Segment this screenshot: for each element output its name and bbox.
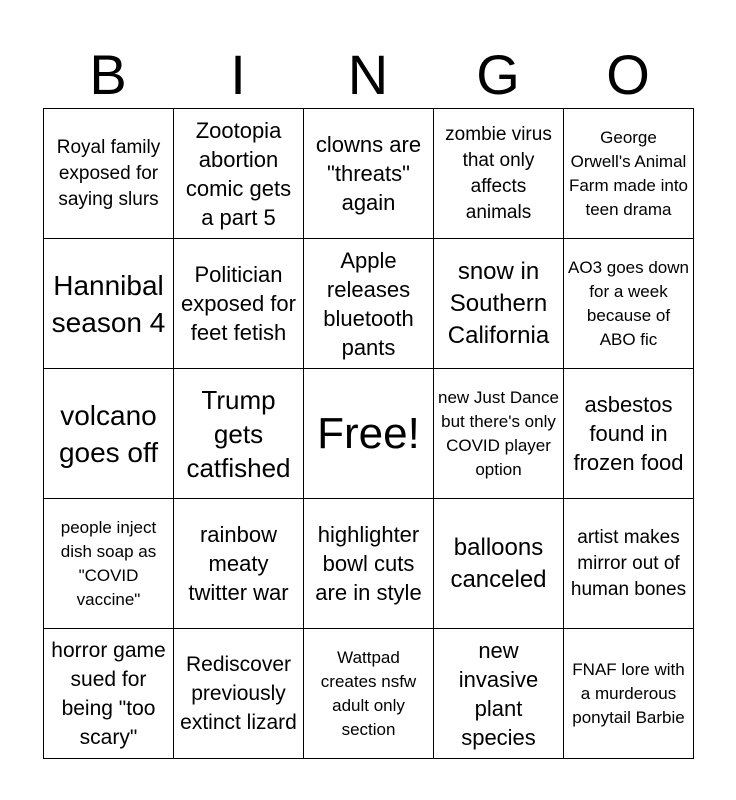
board-row	[44, 239, 694, 369]
bingo-header	[43, 42, 693, 108]
bingo-cell: highlighter bowl cuts are in style	[304, 499, 434, 629]
bingo-cell: Apple releases bluetooth pants	[304, 239, 434, 369]
board-row	[44, 499, 694, 629]
free-space-cell: Free!	[304, 369, 434, 499]
bingo-cell: horror game sued for being "too scary"	[44, 629, 174, 759]
bingo-cell: FNAF lore with a murderous ponytail Barbie	[564, 629, 694, 759]
bingo-cell: George Orwell's Animal Farm made into teen drama	[564, 109, 694, 239]
board-row	[44, 109, 694, 239]
bingo-cell: zombie virus that only affects animals	[434, 109, 564, 239]
bingo-cell: volcano goes off	[44, 369, 174, 499]
bingo-cell: Zootopia abortion comic gets a part 5	[174, 109, 304, 239]
header-letter-i: I	[230, 43, 246, 106]
bingo-cell: balloons canceled	[434, 499, 564, 629]
bingo-cell: snow in Southern California	[434, 239, 564, 369]
bingo-cell: people inject dish soap as "COVID vaccine"	[44, 499, 174, 629]
bingo-cell: clowns are "threats" again	[304, 109, 434, 239]
board-row	[44, 629, 694, 759]
bingo-cell: new invasive plant species	[434, 629, 564, 759]
header-letter-n: N	[347, 43, 389, 106]
bingo-cell: Politician exposed for feet fetish	[174, 239, 304, 369]
bingo-cell: Hannibal season 4	[44, 239, 174, 369]
bingo-cell: new Just Dance but there's only COVID player option	[434, 369, 564, 499]
header-letter-g: G	[476, 43, 520, 106]
bingo-cell: AO3 goes down for a week because of ABO fic	[564, 239, 694, 369]
bingo-cell: rainbow meaty twitter war	[174, 499, 304, 629]
header-letter-b: B	[89, 43, 127, 106]
bingo-cell: Rediscover previously extinct lizard	[174, 629, 304, 759]
bingo-cell: asbestos found in frozen food	[564, 369, 694, 499]
bingo-cell: artist makes mirror out of human bones	[564, 499, 694, 629]
header-letter-o: O	[606, 43, 650, 106]
bingo-cell: Wattpad creates nsfw adult only section	[304, 629, 434, 759]
bingo-cell: Trump gets catfished	[174, 369, 304, 499]
board-row	[44, 369, 694, 499]
bingo-cell: Royal family exposed for saying slurs	[44, 109, 174, 239]
bingo-board	[43, 108, 694, 759]
